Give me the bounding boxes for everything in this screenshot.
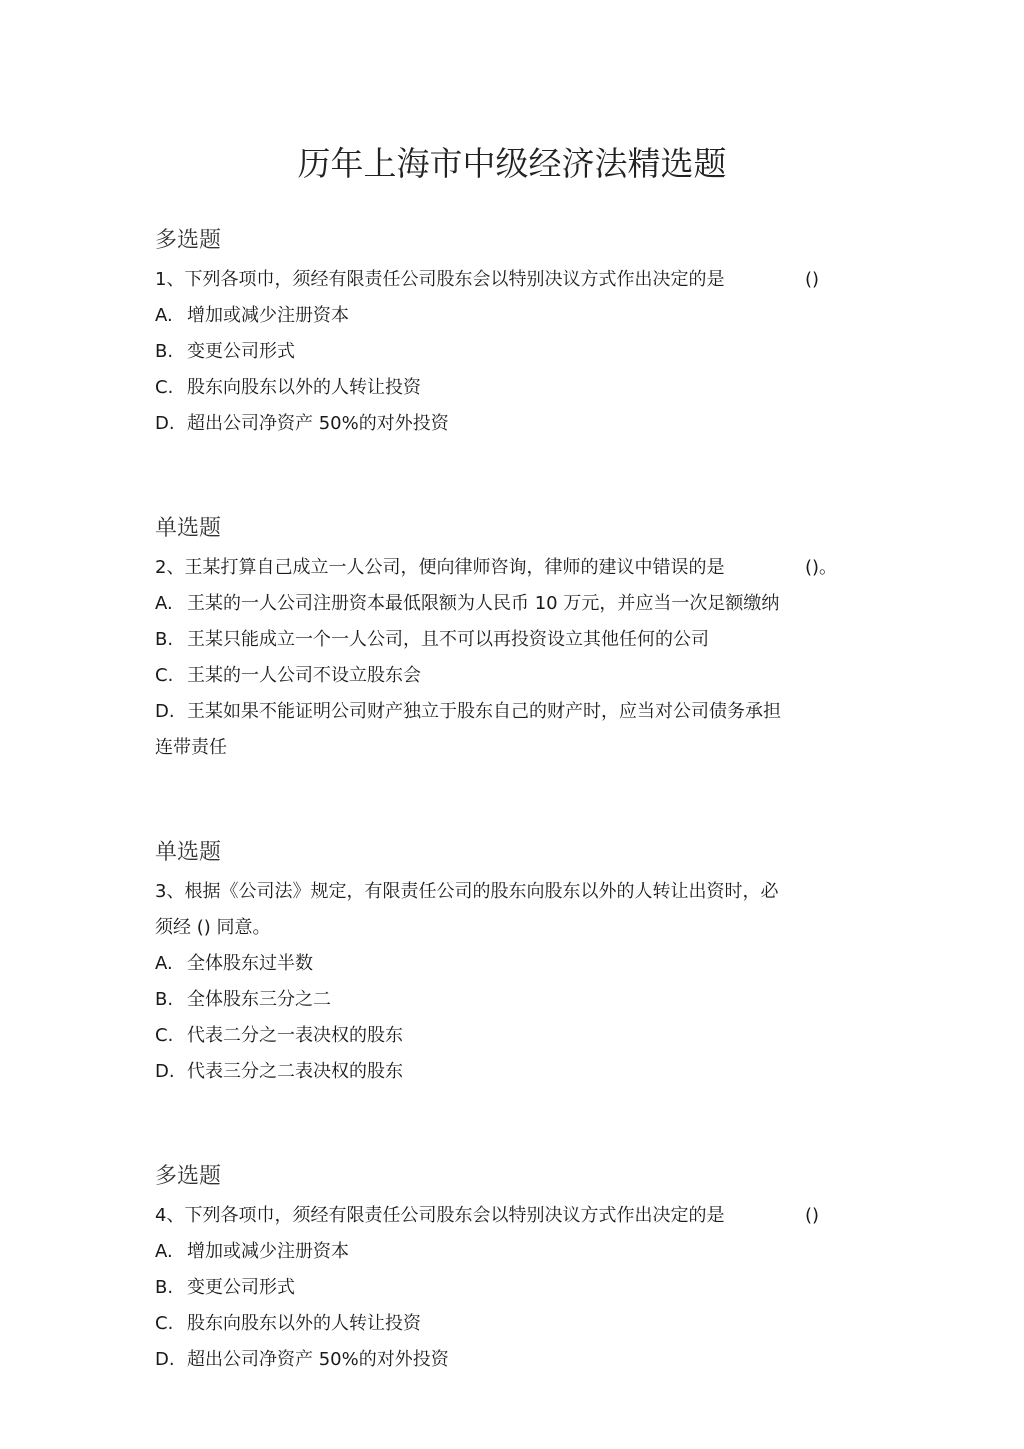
question-3 [155, 838, 855, 1090]
option-letter: C. [155, 1313, 174, 1334]
question-stem-text: 2、王某打算自己成立一人公司，便向律师咨询，律师的建议中错误的是 [155, 557, 725, 578]
option-letter: B. [155, 341, 174, 362]
option-letter: D. [155, 1061, 175, 1082]
document-title: 历年上海市中级经济法精选题 [297, 144, 727, 183]
option-c [155, 658, 855, 694]
option-d [155, 406, 855, 442]
option-text: 王某的一人公司注册资本最低限额为人民币 10 万元，并应当一次足额缴纳 [187, 593, 780, 614]
option-letter: A. [155, 305, 173, 326]
option-b [155, 334, 855, 370]
option-text: 超出公司净资产 50%的对外投资 [187, 413, 449, 434]
question-2 [155, 514, 855, 766]
question-stem [155, 550, 855, 586]
answer-paren: () [805, 269, 820, 290]
option-text: 代表二分之一表决权的股东 [187, 1025, 403, 1046]
question-type: 多选题 [155, 228, 222, 253]
option-letter: A. [155, 1241, 173, 1262]
question-stem-text: 1、下列各项巾，须经有限责任公司股东会以特别决议方式作出决定的是 [155, 269, 725, 290]
option-letter: D. [155, 413, 175, 434]
option-text: 变更公司形式 [187, 1277, 295, 1298]
question-type: 多选题 [155, 1164, 222, 1189]
option-text: 全体股东过半数 [187, 953, 313, 974]
option-letter: A. [155, 953, 173, 974]
option-a [155, 298, 855, 334]
option-text: 增加或减少注册资本 [187, 305, 349, 326]
option-b [155, 982, 855, 1018]
option-text: 王某的一人公司不设立股东会 [187, 665, 421, 686]
question-stem [155, 262, 855, 298]
option-letter: A. [155, 593, 173, 614]
option-text: 超出公司净资产 50%的对外投资 [187, 1349, 449, 1370]
option-c [155, 1018, 855, 1054]
option-d [155, 694, 855, 730]
option-b [155, 1270, 855, 1306]
question-stem-continuation: 须经 () 同意。 [155, 917, 271, 938]
answer-paren: () [805, 1205, 820, 1226]
option-d [155, 1054, 855, 1090]
option-letter: C. [155, 1025, 174, 1046]
option-text: 增加或减少注册资本 [187, 1241, 349, 1262]
option-text: 变更公司形式 [187, 341, 295, 362]
option-c [155, 370, 855, 406]
question-type: 单选题 [155, 840, 222, 865]
option-text: 股东向股东以外的人转让投资 [187, 1313, 421, 1334]
option-letter: D. [155, 1349, 175, 1370]
option-letter: B. [155, 1277, 174, 1298]
option-letter: B. [155, 629, 174, 650]
option-b [155, 622, 855, 658]
question-stem: 3、根据《公司法》规定，有限责任公司的股东向股东以外的人转让出资时，必 [155, 881, 779, 902]
option-letter: C. [155, 377, 174, 398]
option-letter: B. [155, 989, 174, 1010]
question-1 [155, 226, 855, 442]
option-a [155, 946, 855, 982]
option-text: 股东向股东以外的人转让投资 [187, 377, 421, 398]
option-letter: C. [155, 665, 174, 686]
question-4 [155, 1162, 855, 1378]
option-a [155, 1234, 855, 1270]
question-stem-text: 4、下列各项巾，须经有限责任公司股东会以特别决议方式作出决定的是 [155, 1205, 725, 1226]
option-text: 代表三分之二表决权的股东 [187, 1061, 403, 1082]
option-letter: D. [155, 701, 175, 722]
option-a [155, 586, 855, 622]
answer-paren: ()。 [805, 557, 838, 578]
question-type: 单选题 [155, 516, 222, 541]
question-stem [155, 1198, 855, 1234]
option-text: 全体股东三分之二 [187, 989, 331, 1010]
option-text: 王某只能成立一个一人公司，且不可以再投资设立其他任何的公司 [187, 629, 709, 650]
option-c [155, 1306, 855, 1342]
option-text: 王某如果不能证明公司财产独立于股东自己的财产时，应当对公司债务承担 [187, 701, 781, 722]
option-d [155, 1342, 855, 1378]
option-d-continuation: 连带责任 [155, 737, 227, 758]
